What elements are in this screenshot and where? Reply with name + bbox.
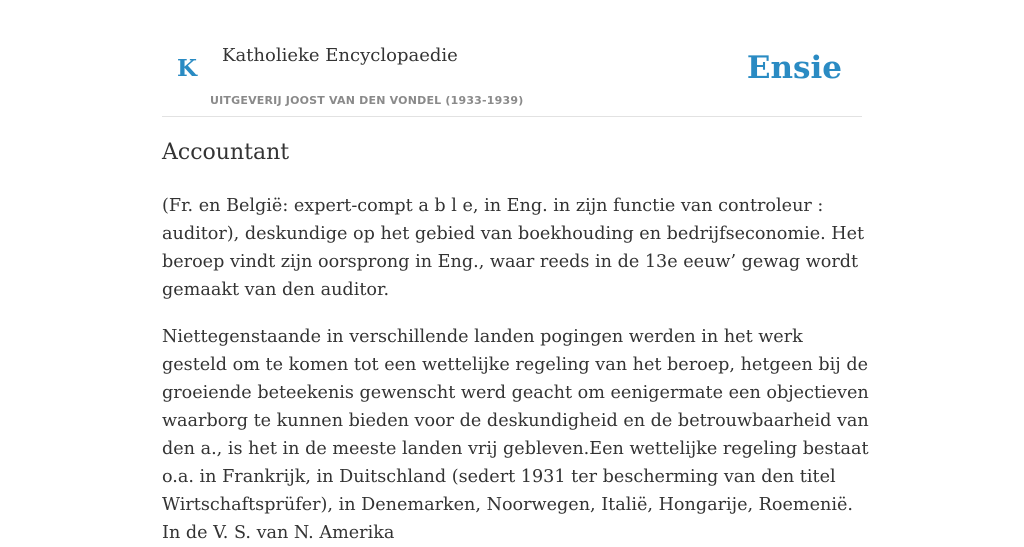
article-paragraph: Niettegenstaande in verschillende landen pogingen werden in het werk gesteld om te komen tot een wettelijke regeling van het beroep, hetgeen bij de groeiende beteekenis gewenscht werd geacht om eenigermate een objectieven waarborg te kunnen bieden voor de deskundigheid en de betrouwbaarheid van den a., is het in de meeste landen vrij gebleven.Een wettelijke regeling bestaat o.a. in Frankrijk, in Duitschland (sedert 1931 ter bescherming van den titel Wirtschaftsprüfer), in Denemarken, Noorwegen, Italië, Hongarije, Roemenië. In de V. S. van N. Amerika [162,327,869,543]
site-header [162,0,862,117]
ensie-brand-logo[interactable]: Ensie [746,50,842,86]
site-title[interactable]: Katholieke Encyclopaedie [222,45,458,66]
article-paragraph: (Fr. en België: expert-compt a b l e, in Eng. in zijn functie van controleur : auditor), deskundige op het gebied van boekhouding en bedrijfseconomie. Het beroep vindt zijn oorsprong in Eng., waar reeds in de 13e eeuw’ gewag wordt gemaakt van den auditor. [162,196,865,300]
article-title: Accountant [162,140,290,165]
encyclopedia-logo[interactable]: K [177,55,197,82]
publisher-subtitle: UITGEVERIJ JOOST VAN DEN VONDEL (1933-1939) [210,94,524,107]
